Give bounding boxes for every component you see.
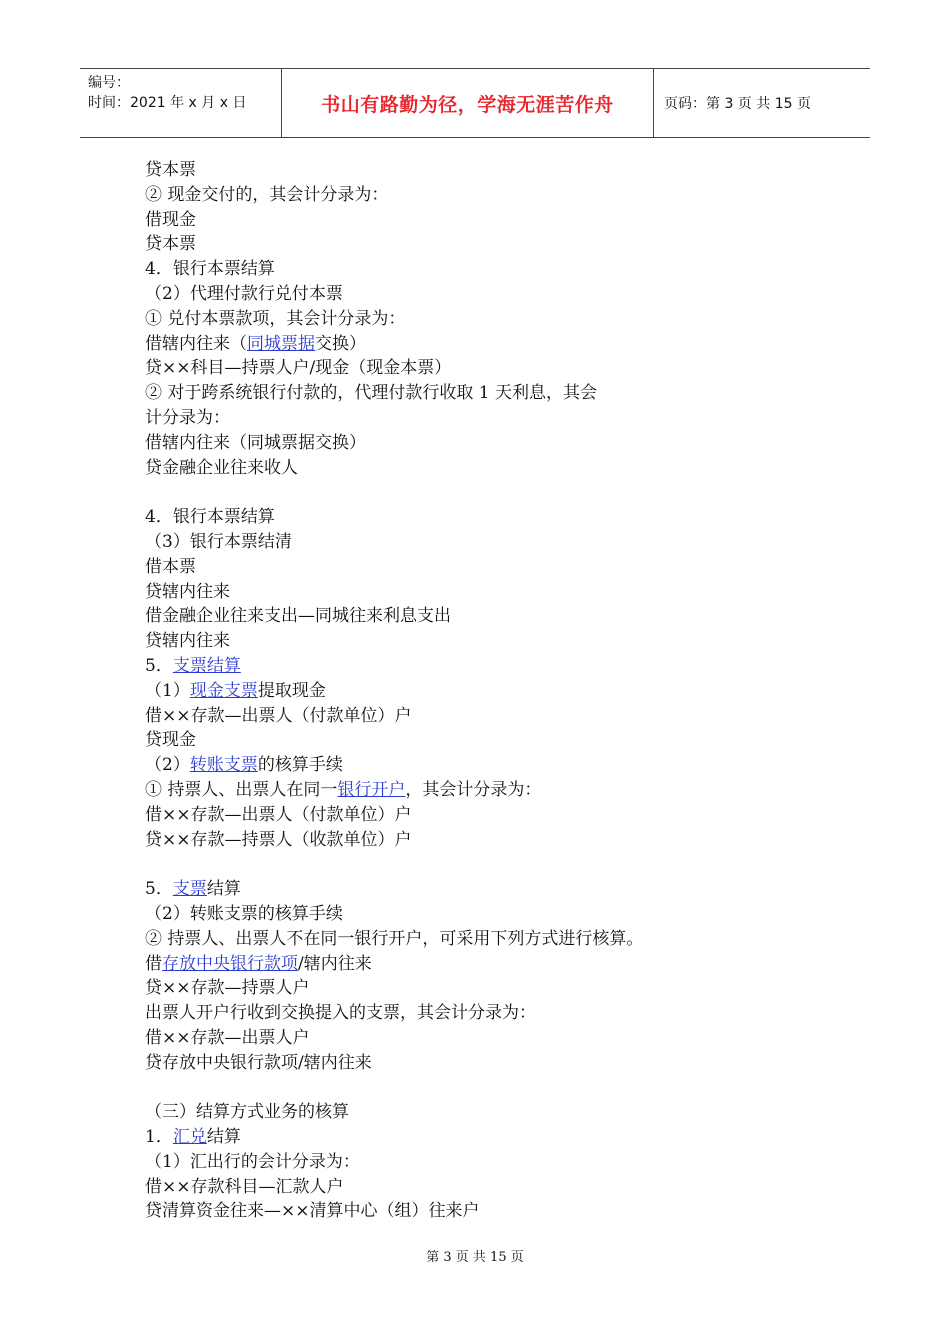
text-segment: /辖内往来 bbox=[298, 953, 372, 974]
text-segment: （3）银行本票结清 bbox=[145, 531, 292, 552]
text-segment: 的核算手续 bbox=[257, 755, 343, 776]
text-segment: （2）代理付款行兑付本票 bbox=[145, 283, 343, 304]
text-line bbox=[145, 604, 845, 629]
text-segment: ① 兑付本票款项，其会计分录为： bbox=[145, 308, 406, 329]
header-page-info: 页码：第 3 页 共 15 页 bbox=[664, 96, 811, 112]
text-segment: 计分录为： bbox=[145, 407, 230, 428]
text-segment: （1）汇出行的会计分录为： bbox=[145, 1151, 360, 1172]
text-segment: 贷辖内往来 bbox=[145, 631, 230, 652]
hyperlink[interactable]: 支票结算 bbox=[172, 655, 241, 676]
blank-line bbox=[145, 480, 845, 505]
text-segment: 贷本票 bbox=[145, 234, 196, 255]
text-segment: 贷本票 bbox=[145, 160, 196, 180]
text-segment: 借本票 bbox=[145, 556, 196, 577]
text-segment: 贷××科目—持票人户/现金（现金本票） bbox=[145, 358, 452, 379]
text-line bbox=[145, 456, 845, 481]
text-line bbox=[145, 704, 845, 729]
text-segment: 借××存款—出票人户 bbox=[145, 1027, 310, 1048]
text-line bbox=[145, 1100, 845, 1125]
text-line bbox=[145, 1199, 845, 1224]
text-line bbox=[145, 902, 845, 927]
text-line bbox=[145, 431, 845, 456]
page-footer: 第 3 页 共 15 页 bbox=[426, 1250, 524, 1265]
text-segment: 4．银行本票结算 bbox=[145, 259, 275, 280]
hyperlink[interactable]: 存放中央银行款项 bbox=[162, 953, 298, 974]
text-line bbox=[145, 828, 845, 853]
hyperlink[interactable]: 转账支票 bbox=[189, 755, 258, 776]
code-label: 编号： bbox=[88, 75, 130, 91]
text-line bbox=[145, 1175, 845, 1200]
text-segment: 提取现金 bbox=[257, 680, 326, 701]
text-segment: 借辖内往来（ bbox=[145, 333, 247, 354]
text-segment: 借××存款科目—汇款人户 bbox=[145, 1176, 344, 1197]
text-segment: 贷辖内往来 bbox=[145, 581, 230, 602]
text-line bbox=[145, 208, 845, 233]
text-segment: 借 bbox=[145, 953, 162, 974]
hyperlink[interactable]: 汇兑 bbox=[172, 1127, 207, 1148]
text-segment: 5． bbox=[145, 655, 173, 676]
text-line bbox=[145, 158, 845, 183]
hyperlink[interactable]: 支票 bbox=[172, 879, 207, 900]
text-segment: 结算 bbox=[206, 879, 241, 900]
text-segment: 借辖内往来（同城票据交换） bbox=[145, 432, 366, 453]
hyperlink[interactable]: 银行开户 bbox=[337, 779, 406, 800]
text-segment: 借现金 bbox=[145, 209, 196, 230]
text-line bbox=[145, 505, 845, 530]
text-segment: （三）结算方式业务的核算 bbox=[145, 1102, 349, 1123]
text-segment: 贷××存款—持票人（收款单位）户 bbox=[145, 829, 412, 850]
text-line bbox=[145, 952, 845, 977]
text-segment: （2）转账支票的核算手续 bbox=[145, 903, 343, 924]
text-line bbox=[145, 679, 845, 704]
page-header bbox=[80, 68, 870, 138]
text-segment: ② 对于跨系统银行付款的，代理付款行收取 1 天利息，其会 bbox=[145, 383, 598, 404]
document-body bbox=[145, 158, 845, 1224]
text-line bbox=[145, 629, 845, 654]
text-line bbox=[145, 1150, 845, 1175]
text-segment: 结算 bbox=[206, 1127, 241, 1148]
text-line bbox=[145, 1125, 845, 1150]
time-label: 时间：2021 年 x 月 x 日 bbox=[88, 95, 247, 111]
text-segment: 贷清算资金往来—××清算中心（组）往来户 bbox=[145, 1201, 480, 1222]
text-segment: 借××存款—出票人（付款单位）户 bbox=[145, 705, 412, 726]
text-line bbox=[145, 530, 845, 555]
text-line bbox=[145, 877, 845, 902]
text-line bbox=[145, 555, 845, 580]
text-segment: 交换） bbox=[315, 333, 366, 354]
text-line bbox=[145, 381, 845, 406]
blank-line bbox=[145, 1075, 845, 1100]
text-line bbox=[145, 356, 845, 381]
text-segment: 5． bbox=[145, 879, 173, 900]
blank-line bbox=[145, 852, 845, 877]
text-line bbox=[145, 282, 845, 307]
text-line bbox=[145, 778, 845, 803]
text-line bbox=[145, 257, 845, 282]
text-segment: ，其会计分录为： bbox=[405, 779, 542, 800]
text-line bbox=[145, 232, 845, 257]
text-segment: 贷存放中央银行款项/辖内往来 bbox=[145, 1052, 372, 1073]
text-line bbox=[145, 976, 845, 1001]
text-line bbox=[145, 183, 845, 208]
text-line bbox=[145, 927, 845, 952]
hyperlink[interactable]: 同城票据 bbox=[247, 333, 315, 354]
text-segment: 4．银行本票结算 bbox=[145, 507, 275, 528]
text-line bbox=[145, 406, 845, 431]
hyperlink[interactable]: 现金支票 bbox=[189, 680, 258, 701]
text-line bbox=[145, 332, 845, 357]
text-line bbox=[145, 803, 845, 828]
text-segment: 借金融企业往来支出—同城往来利息支出 bbox=[145, 606, 451, 627]
text-line bbox=[145, 654, 845, 679]
text-line bbox=[145, 753, 845, 778]
header-motto: 书山有路勤为径，学海无涯苦作舟 bbox=[282, 69, 654, 137]
text-segment: 1． bbox=[145, 1127, 173, 1148]
text-segment: （2） bbox=[145, 755, 190, 776]
text-segment: 出票人开户行收到交换提入的支票，其会计分录为： bbox=[145, 1003, 536, 1024]
text-line bbox=[145, 728, 845, 753]
header-meta bbox=[80, 69, 282, 137]
text-segment: 贷××存款—持票人户 bbox=[145, 978, 310, 999]
text-segment: 贷金融企业往来收人 bbox=[145, 457, 298, 478]
text-line bbox=[145, 580, 845, 605]
text-segment: ② 现金交付的，其会计分录为： bbox=[145, 184, 389, 205]
text-line bbox=[145, 1051, 845, 1076]
text-segment: ② 持票人、出票人不在同一银行开户，可采用下列方式进行核算。 bbox=[145, 928, 644, 949]
text-line bbox=[145, 1026, 845, 1051]
text-segment: 借××存款—出票人（付款单位）户 bbox=[145, 804, 412, 825]
text-segment: （1） bbox=[145, 680, 190, 701]
text-segment: ① 持票人、出票人在同一 bbox=[145, 779, 338, 800]
text-segment: 贷现金 bbox=[145, 730, 196, 751]
text-line bbox=[145, 307, 845, 332]
text-line bbox=[145, 1001, 845, 1026]
